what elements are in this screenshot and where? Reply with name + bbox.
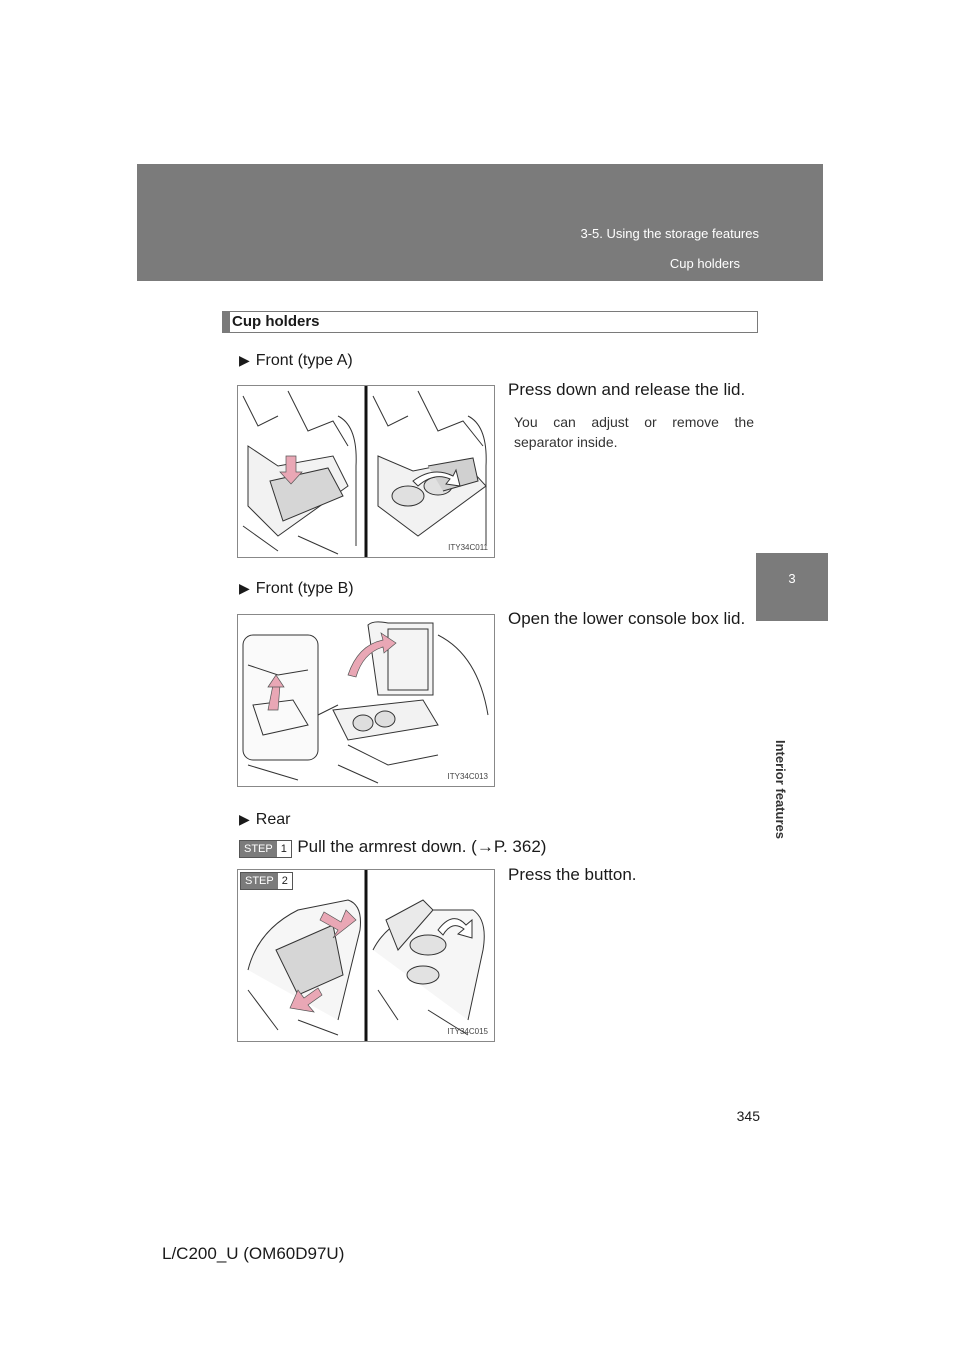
figure-code-rear: ITY34C015 — [447, 1027, 488, 1036]
chapter-tab — [756, 553, 828, 621]
instruction-front-b: Open the lower console box lid. — [508, 609, 746, 628]
figure-rear — [237, 869, 495, 1042]
subheading-front-type-a: ▶ Front (type A) — [239, 352, 353, 369]
step-1-text: Pull the armrest down. (→P. 362) — [297, 837, 547, 856]
step-1-row — [239, 837, 546, 858]
chapter-label: Interior features — [773, 740, 788, 839]
triangle-bullet-icon: ▶ — [239, 811, 250, 827]
note-front-a: You can adjust or remove the separator inside. — [514, 414, 754, 450]
subheading-front-type-b: ▶ Front (type B) — [239, 580, 354, 597]
step-2-badge: STEP 2 — [240, 872, 293, 890]
figure-code-b: ITY34C013 — [447, 772, 488, 781]
section-title: Cup holders — [232, 313, 320, 330]
step-1-badge: STEP 1 — [239, 840, 292, 858]
triangle-bullet-icon: ▶ — [239, 580, 250, 596]
footer-model-code: L/C200_U (OM60D97U) — [162, 1244, 345, 1263]
header-subsection-title: Cup holders — [669, 256, 740, 271]
step-2-text: Press the button. — [508, 865, 637, 884]
figure-front-type-a — [237, 385, 495, 558]
armrest-illustration — [238, 870, 494, 1041]
chapter-number: 3 — [788, 571, 796, 586]
instruction-front-a: Press down and release the lid. — [508, 380, 746, 399]
header-section-title: 3-5. Using the storage features — [580, 226, 759, 241]
console-illustration-b — [238, 615, 494, 786]
console-illustration-a — [238, 386, 494, 557]
triangle-bullet-icon: ▶ — [239, 352, 250, 368]
figure-code-a: ITY34C011 — [448, 543, 488, 552]
figure-front-type-b — [237, 614, 495, 787]
subheading-rear: ▶ Rear — [239, 811, 291, 828]
page-number: 345 — [736, 1108, 760, 1124]
